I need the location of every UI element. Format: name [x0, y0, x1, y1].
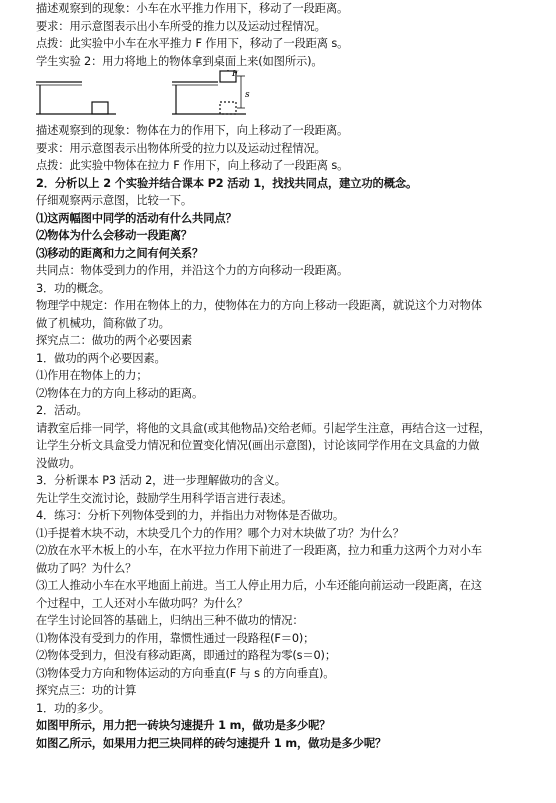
text-line: 个过程中，工人还对小车做功吗？为什么？ [36, 596, 248, 610]
left-scene [36, 82, 116, 114]
text-line: 在学生讨论回答的基础上，归纳出三种不做功的情况： [36, 614, 304, 627]
text-line: 要求：用示意图表示出小车所受的推力以及运动过程情况。 [36, 19, 326, 33]
text-line: 描述观察到的现象：物体在力的作用下，向上移动了一段距离。 [36, 124, 349, 137]
experiment-illustration [36, 70, 336, 122]
text-line: ⑴作用在物体上的力； [36, 369, 148, 382]
text-line: ⑵物体受到力，但没有移动距离，即通过的路程为零(s＝0)； [36, 649, 336, 662]
text-line: 2．活动。 [36, 404, 88, 417]
text-line: 要求：用示意图表示出物体所受的拉力以及运动过程情况。 [36, 141, 326, 155]
text-line: 请教室后排一同学，将他的文具盒(或其他物品)交给老师。引起学生注意，再结合这一过程， [36, 421, 491, 435]
text-line: 点拨：此实验中物体在拉力 F 作用下，向上移动了一段距离 s。 [36, 159, 349, 172]
text-line: 1．功的多少。 [36, 701, 110, 715]
text-line: ⑵放在水平木板上的小车，在水平拉力作用下前进了一段距离，拉力和重力这两个力对小车 [36, 544, 482, 557]
text-line: 让学生分析文具盒受力情况和位置变化情况(画出示意图)，讨论该同学作用在文具盒的力做 [36, 439, 480, 452]
text-line: ⑶工人推动小车在水平地面上前进。当工人停止用力后，小车还能向前运动一段距离，在这 [36, 579, 482, 592]
right-box-original [220, 102, 236, 114]
text-line: 如图乙所示，如果用力把三块同样的砖匀速提升 1 m，做功是多少呢？ [36, 736, 387, 750]
text-line: 描述观察到的现象：小车在水平推力作用下，移动了一段距离。 [36, 2, 349, 15]
text-line: 做了机械功，简称做了功。 [36, 316, 170, 330]
left-box [92, 102, 108, 114]
text-line: 没做功。 [36, 456, 81, 470]
text-line: 4．练习：分析下列物体受到的力，并指出力对物体是否做功。 [36, 509, 345, 522]
text-line: ⑶移动的距离和力之间有何关系？ [36, 246, 204, 260]
text-line: ⑶物体受力方向和物体运动的方向垂直(F 与 s 的方向垂直)。 [36, 666, 335, 680]
text-line: ⑴手提着木块不动，木块受几个力的作用？哪个力对木块做了功？为什么？ [36, 526, 404, 540]
text-line: ⑴物体没有受到力的作用，靠惯性通过一段路程(F＝0)； [36, 631, 315, 645]
text-line: 2．分析以上 2 个实验并结合课本 P2 活动 1，找找共同点，建立功的概念。 [36, 176, 418, 190]
text-line: 共同点：物体受到力的作用，并沿这个力的方向移动一段距离。 [36, 264, 349, 277]
force-label: F [232, 70, 239, 79]
distance-label: s [245, 90, 250, 100]
figure-lift-object [36, 70, 551, 122]
text-line: ⑵物体为什么会移动一段距离？ [36, 229, 193, 242]
document-page [36, 0, 551, 752]
text-block-top [36, 0, 551, 70]
text-line: 先让学生交流讨论，鼓励学生用科学语言进行表述。 [36, 491, 293, 505]
text-line: 仔细观察两示意图，比较一下。 [36, 194, 193, 207]
text-line: 如图甲所示，用力把一砖块匀速提升 1 m，做功是多少呢？ [36, 719, 331, 732]
text-line: 学生实验 2：用力将地上的物体拿到桌面上来(如图所示)。 [36, 54, 323, 68]
text-line: 做功了吗？为什么？ [36, 561, 137, 575]
text-line: 3．功的概念。 [36, 281, 110, 295]
text-line: 探究点三：功的计算 [36, 684, 137, 697]
text-block-main [36, 122, 551, 752]
text-line: ⑵物体在力的方向上移动的距离。 [36, 386, 204, 400]
text-line: 点拨：此实验中小车在水平推力 F 作用下，移动了一段距离 s。 [36, 37, 349, 50]
text-line: 物理学中规定：作用在物体上的力，使物体在力的方向上移动一段距离，就说这个力对物体 [36, 299, 482, 312]
text-line: ⑴这两幅图中同学的活动有什么共同点？ [36, 211, 237, 225]
text-line: 探究点二：做功的两个必要因素 [36, 334, 193, 347]
text-line: 3．分析课本 P3 活动 2，进一步理解做功的含义。 [36, 474, 286, 487]
text-line: 1．做功的两个必要因素。 [36, 351, 166, 365]
